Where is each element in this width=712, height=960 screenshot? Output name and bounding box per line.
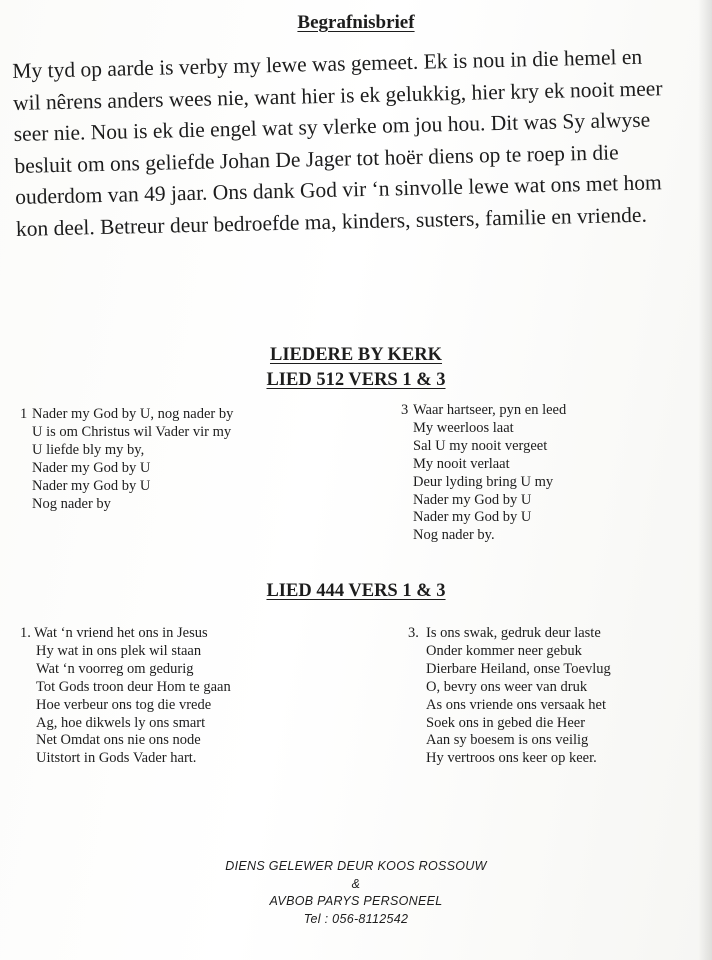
verse-line: U is om Christus wil Vader vir my bbox=[32, 423, 232, 440]
verse-number: 1. bbox=[20, 625, 31, 641]
verse-line: Aan sy boesem is ons veilig bbox=[426, 732, 589, 749]
verse-line: Uitstort in Gods Vader hart. bbox=[36, 750, 197, 767]
verse-line: Net Omdat ons nie ons node bbox=[36, 732, 201, 749]
verse-line: Nog nader by. bbox=[413, 527, 495, 544]
hymns-heading: LIEDERE BY KERK bbox=[269, 345, 443, 365]
hymn-444-heading: LIED 444 VERS 1 & 3 bbox=[266, 581, 446, 601]
verse-line: Deur lyding bring U my bbox=[413, 473, 554, 490]
verse-line: Nader my God by U bbox=[32, 477, 151, 494]
verse-line: Onder kommer neer gebuk bbox=[426, 642, 582, 659]
service-footer bbox=[0, 858, 712, 928]
verse-line: Nader my God by U bbox=[413, 491, 532, 508]
verse-number: 3 bbox=[401, 402, 409, 418]
verse-line: As ons vriende ons versaak het bbox=[426, 696, 606, 713]
footer-service-line: DIENS GELEWER DEUR KOOS ROSSOUW bbox=[225, 859, 487, 873]
verse-line: Dierbare Heiland, onse Toevlug bbox=[426, 660, 611, 677]
footer-ampersand: & bbox=[351, 876, 361, 891]
verse-line: Soek ons in gebed die Heer bbox=[426, 714, 586, 731]
verse-line: 1 Nader my God by U, nog nader by bbox=[20, 406, 234, 422]
hymn-512-verse-3 bbox=[401, 402, 566, 545]
intro-paragraph: My tyd op aarde is verby my lewe was gemeet. Ek is nou in die hemel en wil nêrens anders wees nie, want hier is ek gelukkig, hier kry ek nooit meer seer nie. Nou is ek die engel wat sy vlerke om jou hou. Dit was Sy alwyse besluit om ons geliefde Johan De Jager tot hoër diens op te roep in die ouderdom van 49 jaar. Ons dank God vir ‘n sinvolle lewe wat ons met hom kon deel. Betreur deur bedroefde ma, kinders, susters, familie en vriende. bbox=[12, 44, 663, 241]
hymn-512-heading: LIED 512 VERS 1 & 3 bbox=[266, 370, 446, 390]
verse-line: Sal U my nooit vergeet bbox=[413, 437, 548, 454]
hymn-512-verse-1 bbox=[20, 406, 233, 513]
verse-line: My weerloos laat bbox=[413, 419, 514, 436]
hymn-444-verse-3 bbox=[408, 625, 611, 768]
verse-line: O, bevry ons weer van druk bbox=[426, 678, 588, 695]
verse-line: Wat ‘n voorreg om gedurig bbox=[36, 660, 194, 677]
verse-line: My nooit verlaat bbox=[413, 455, 510, 472]
verse-line: Ag, hoe dikwels ly ons smart bbox=[36, 714, 206, 731]
verse-number: 3. bbox=[408, 625, 419, 641]
verse-line: 3. Is ons swak, gedruk deur laste bbox=[408, 625, 601, 641]
verse-line: Tot Gods troon deur Hom te gaan bbox=[36, 678, 231, 695]
verse-line: Hoe verbeur ons tog die vrede bbox=[36, 696, 212, 713]
verse-line: U liefde bly my by, bbox=[32, 441, 145, 458]
verse-line: Nog nader by bbox=[32, 495, 111, 512]
intro-text-block bbox=[12, 41, 666, 245]
verse-number: 1 bbox=[20, 406, 28, 422]
footer-staff-line: AVBOB PARYS PERSONEEL bbox=[269, 894, 443, 908]
verse-line: 3 Waar hartseer, pyn en leed bbox=[401, 402, 567, 418]
footer-phone: Tel : 056-8112542 bbox=[303, 911, 409, 926]
hymn-444-verse-1 bbox=[20, 625, 231, 768]
verse-line: 1. Wat ‘n vriend het ons in Jesus bbox=[20, 625, 208, 641]
verse-line: Nader my God by U bbox=[32, 459, 151, 476]
page-title: Begrafnisbrief bbox=[297, 12, 415, 33]
verse-line: Nader my God by U bbox=[413, 509, 532, 526]
verse-line: Hy wat in ons plek wil staan bbox=[36, 642, 202, 659]
verse-line: Hy vertroos ons keer op keer. bbox=[426, 750, 597, 767]
